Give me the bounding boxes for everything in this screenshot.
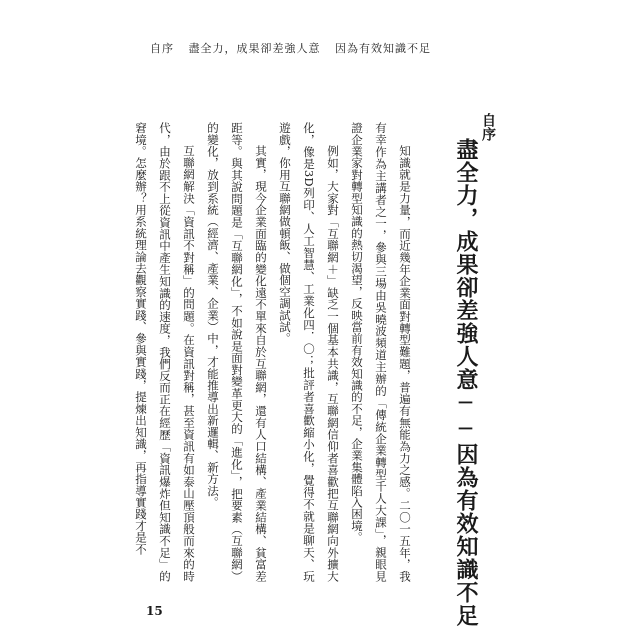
body-text (128, 122, 417, 582)
paragraph: 例如，大家對「互聯網＋」缺乏一個基本共識，互聯網信仰者喜歡把互聯網向外擴大化，像是3D列印、人工智慧、工業化四．〇；批評者喜歡縮小化，覺得不就是聊天、玩遊戲，你用互聯網做頓飯、做個空調試試。 (278, 122, 340, 582)
paragraph: 互聯網解決「資訊不對稱」的問題。在資訊對稱，甚至資訊有如泰山壓頂般而來的時代，由於跟不上從資訊中產生知識的速度，我們反而正在經歷「資訊爆炸但知識不足」的窘境。怎麼辦？用系統理論去觀察實踐、參與實踐，提煉出知識，再指導實踐才是不 (134, 122, 196, 582)
paragraph: 知識就是力量，而近幾年企業面對轉型難題，普遍有無能為力之感。二〇一五年，我有幸作為主講者之一，參與三場由吳曉波頻道主辦的「傳統企業轉型千人大課」，親眼見證企業家對轉型知識的熱切渴望，反映當前有效知識的不足，企業集體陷入困境。 (350, 122, 412, 582)
chapter-label: 自序 (480, 113, 496, 141)
running-header (150, 40, 441, 56)
chapter-title: 盡全力，成果卻差強人意──因為有效知識不足 (453, 138, 478, 627)
header-subtitle: 因為有效知識不足 (335, 42, 431, 55)
header-title: 盡全力，成果卻差強人意 (188, 42, 321, 55)
header-chapter: 自序 (150, 42, 174, 55)
paragraph: 其實，現今企業面臨的變化遠不單來自於互聯網，還有人口結構、產業結構、貧富差距等。與其說問題是「互聯網化」，不如說是面對變革更大的「進化」，把要素（互聯網）的變化，放到系統（經濟、產業、企業）中，才能推導出新邏輯、新方法。 (206, 122, 268, 582)
page-number: 15 (146, 604, 163, 618)
